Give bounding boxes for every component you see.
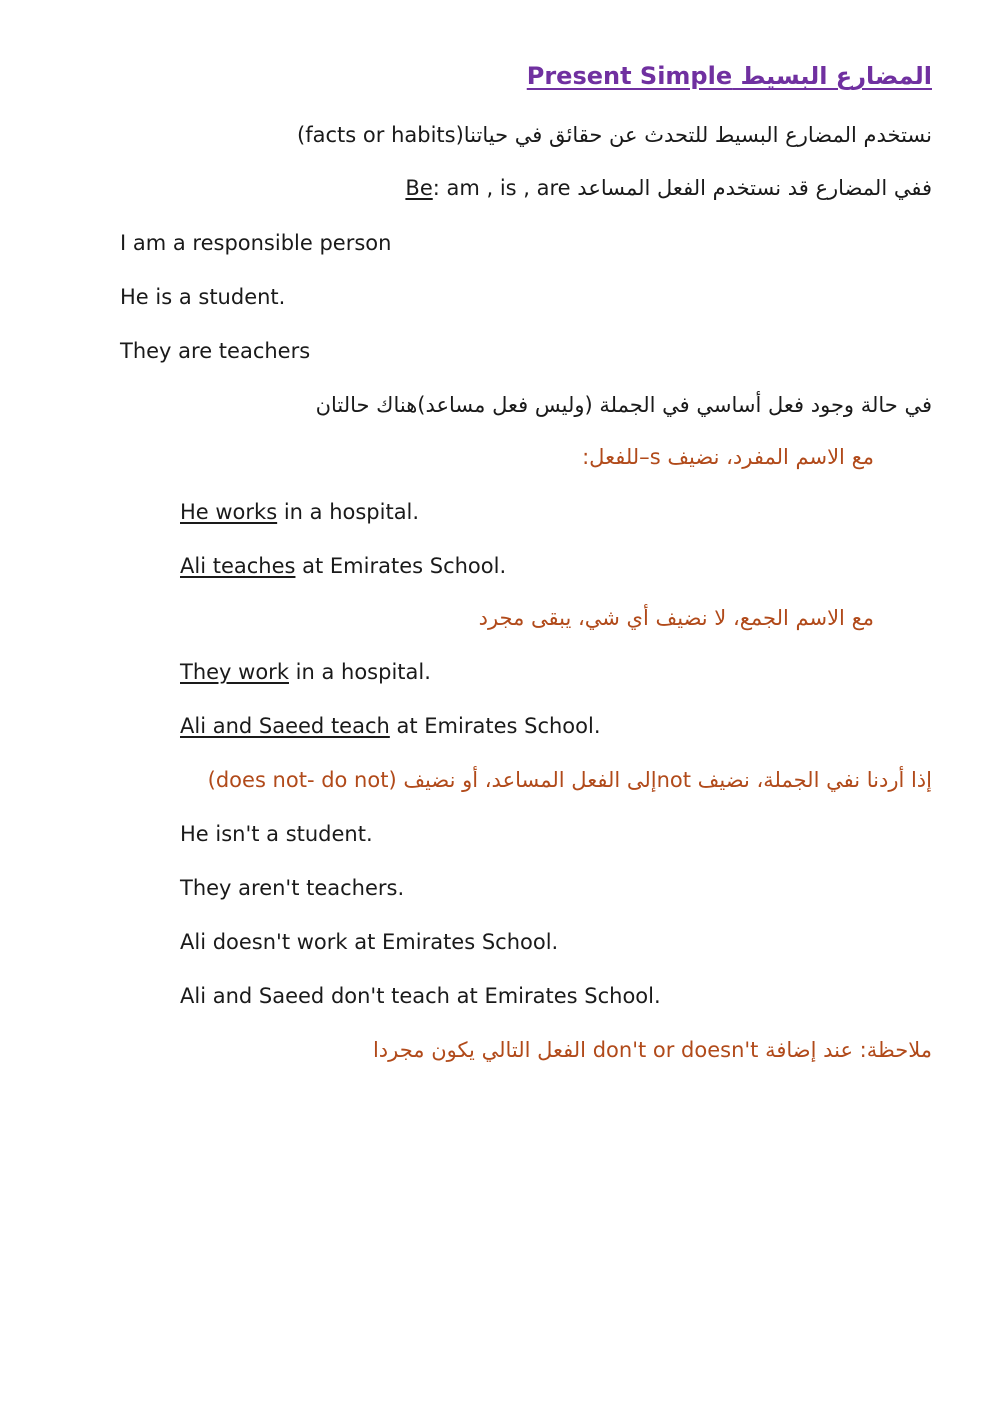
be-label: Be (405, 176, 433, 200)
singular-rule: مع الاسم المفرد، نضيف s–للفعل: (582, 445, 874, 469)
plural-rule: مع الاسم الجمع، لا نضيف أي شي، يبقى مجرد (478, 606, 874, 630)
subject-verb: Ali teaches (180, 554, 296, 578)
be-example: He is a student. (120, 285, 286, 309)
be-example: They are teachers (120, 339, 311, 363)
negative-example: Ali doesn't work at Emirates School. (180, 930, 559, 954)
sentence-rest: in a hospital. (277, 500, 420, 524)
sentence-rest: at Emirates School. (389, 714, 601, 738)
negative-example: Ali and Saeed don't teach at Emirates School. (180, 984, 661, 1008)
singular-example (180, 552, 506, 580)
be-line (405, 174, 932, 202)
page-title (527, 62, 932, 90)
subject-verb: He works (180, 500, 278, 524)
intro-text: نستخدم المضارع البسيط للتحدث عن حقائق في حياتنا(facts or habits) (297, 123, 932, 147)
title-english: Present Simple (526, 62, 733, 90)
title-arabic: المضارع البسيط (740, 62, 932, 90)
main-verb-intro: في حالة وجود فعل أساسي في الجملة (وليس فعل مساعد)هناك حالتان (315, 393, 932, 417)
sentence-rest: at Emirates School. (295, 554, 507, 578)
negation-rule: إذا أردنا نفي الجملة، نضيف notإلى الفعل المساعد، أو نضيف (does not- do not) (207, 768, 932, 792)
note: ملاحظة: عند إضافة don't or doesn't الفعل التالي يكون مجردا (372, 1038, 932, 1062)
be-values: : am , is , are (432, 176, 571, 200)
negative-example: They aren't teachers. (180, 876, 405, 900)
be-example: I am a responsible person (120, 231, 392, 255)
plural-example (180, 712, 601, 740)
negative-example: He isn't a student. (180, 822, 373, 846)
be-line-arabic: ففي المضارع قد نستخدم الفعل المساعد (577, 176, 932, 200)
subject-verb: They work (180, 660, 289, 684)
singular-example (180, 498, 419, 526)
sentence-rest: in a hospital. (288, 660, 431, 684)
plural-example (180, 658, 431, 686)
subject-verb: Ali and Saeed teach (180, 714, 390, 738)
